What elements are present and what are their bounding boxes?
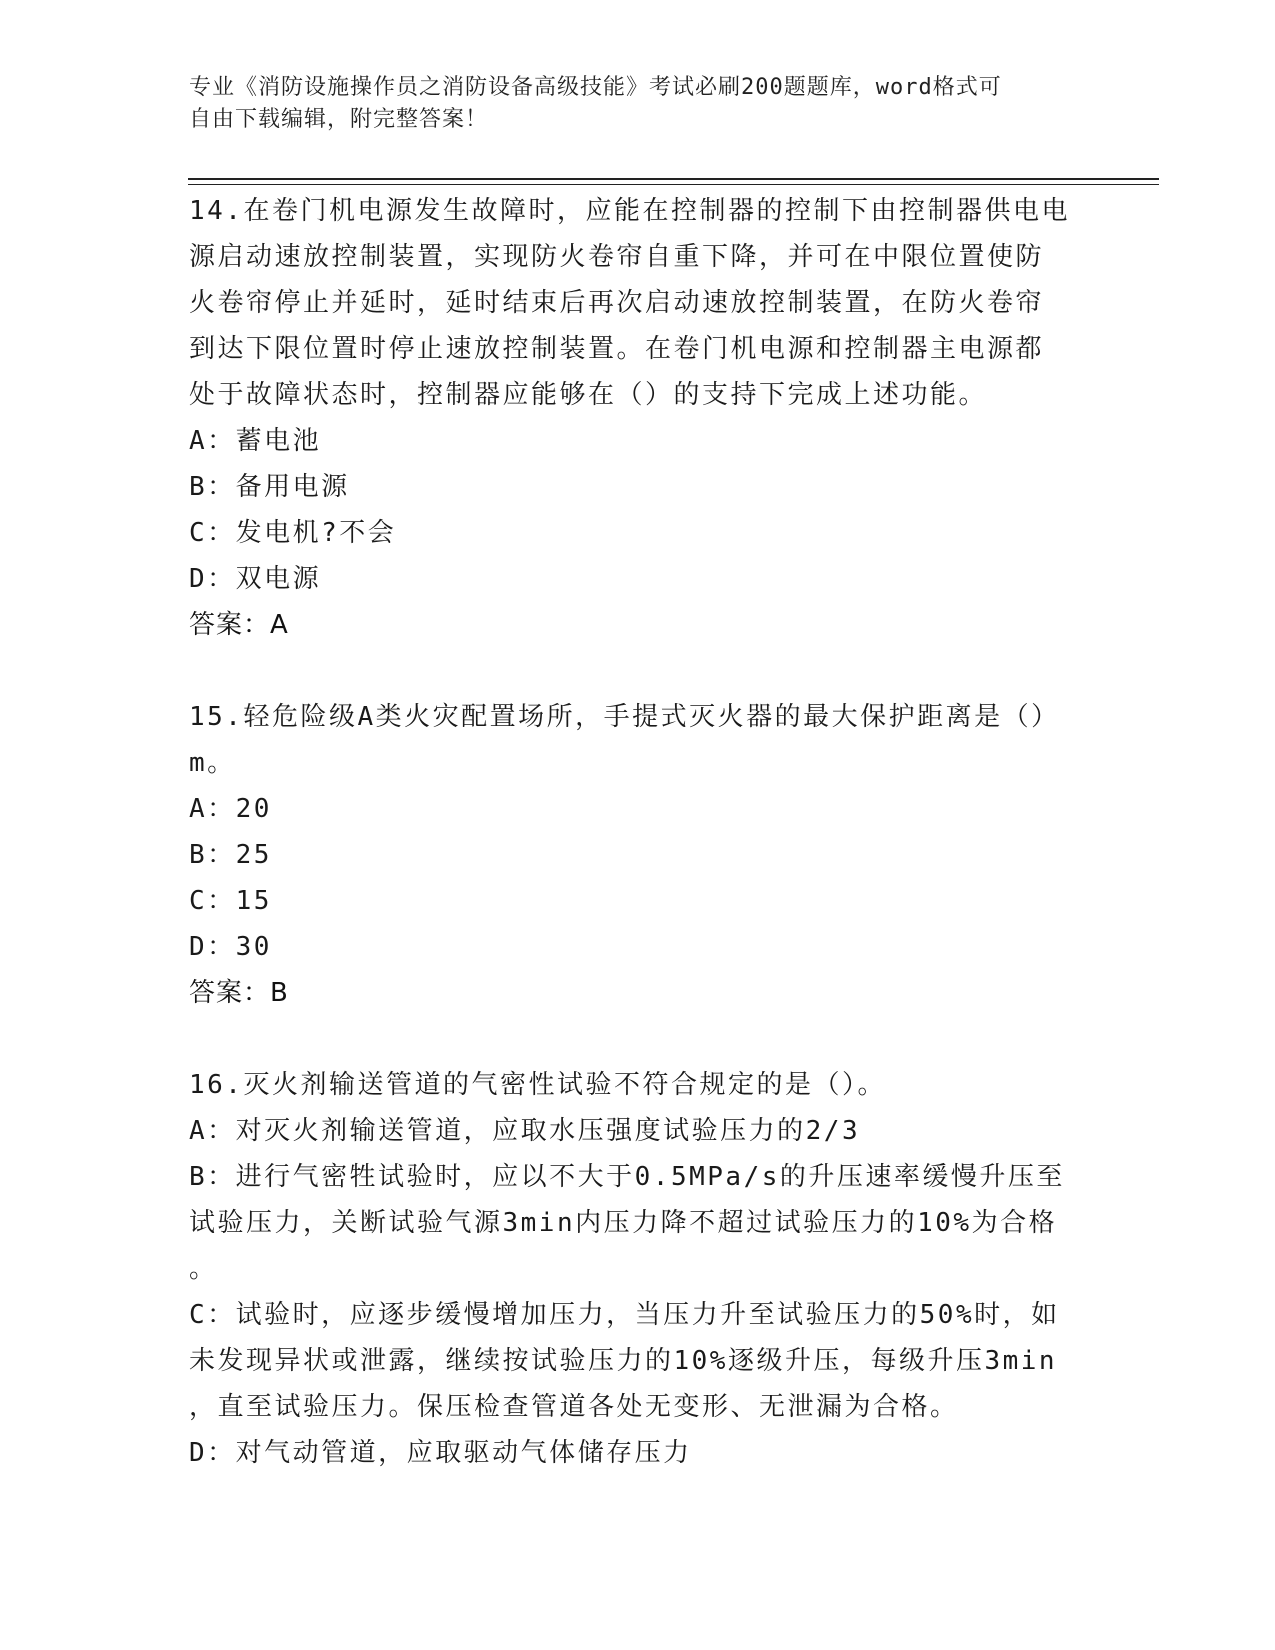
question-list [189, 188, 1089, 1476]
document-header [189, 72, 1069, 136]
header-divider-thick [188, 178, 1159, 180]
option-b: B：进行气密牲试验时，应以不大于0.5MPa/s的升压速率缓慢升压至 [189, 1162, 1065, 1192]
question-15 [189, 694, 1089, 1016]
header-line-2: 自由下载编辑，附完整答案！ [189, 107, 489, 132]
question-14 [189, 188, 1089, 648]
option-a: A：蓄电池 [189, 426, 322, 456]
option-c: C：试验时，应逐步缓慢增加压力，当压力升至试验压力的50%时，如 [189, 1300, 1060, 1330]
question-16 [189, 1062, 1089, 1476]
question-line: 源启动速放控制装置，实现防火卷帘自重下降，并可在中限位置使防 [189, 242, 1045, 272]
question-line: 16.灭火剂输送管道的气密性试验不符合规定的是（）。 [189, 1070, 886, 1100]
option-a: A：对灭火剂输送管道，应取水压强度试验压力的2/3 [189, 1116, 861, 1146]
option-b-continued: 。 [189, 1254, 218, 1284]
option-b: B：备用电源 [189, 472, 350, 502]
option-c-continued: ，直至试验压力。保压检查管道各处无变形、无泄漏为合格。 [189, 1392, 959, 1422]
option-b-continued: 试验压力，关断试验气源3min内压力降不超过试验压力的10%为合格 [189, 1208, 1058, 1238]
option-d: D：30 [189, 932, 272, 962]
option-a: A：20 [189, 794, 272, 824]
question-line: m。 [189, 748, 236, 778]
option-c-continued: 未发现异状或泄露，继续按试验压力的10%逐级升压，每级升压3min [189, 1346, 1058, 1376]
header-line-1: 专业《消防设施操作员之消防设备高级技能》考试必刷200题题库，word格式可 [189, 75, 1002, 100]
option-c: C：15 [189, 886, 272, 916]
question-line: 处于故障状态时，控制器应能够在（）的支持下完成上述功能。 [189, 380, 988, 410]
header-divider-thin [188, 184, 1159, 185]
option-b: B：25 [189, 840, 272, 870]
question-line: 火卷帘停止并延时，延时结束后再次启动速放控制装置，在防火卷帘 [189, 288, 1045, 318]
answer-line: 答案：A [189, 610, 289, 640]
question-line: 到达下限位置时停止速放控制装置。在卷门机电源和控制器主电源都 [189, 334, 1045, 364]
question-line: 14.在卷门机电源发生故障时，应能在控制器的控制下由控制器供电电 [189, 196, 1070, 226]
option-d: D：双电源 [189, 564, 322, 594]
answer-line: 答案：B [189, 978, 289, 1008]
option-c: C：发电机?不会 [189, 518, 397, 548]
question-line: 15.轻危险级A类火灾配置场所，手提式灭火器的最大保护距离是（） [189, 702, 1060, 732]
option-d: D：对气动管道，应取驱动气体储存压力 [189, 1438, 692, 1468]
